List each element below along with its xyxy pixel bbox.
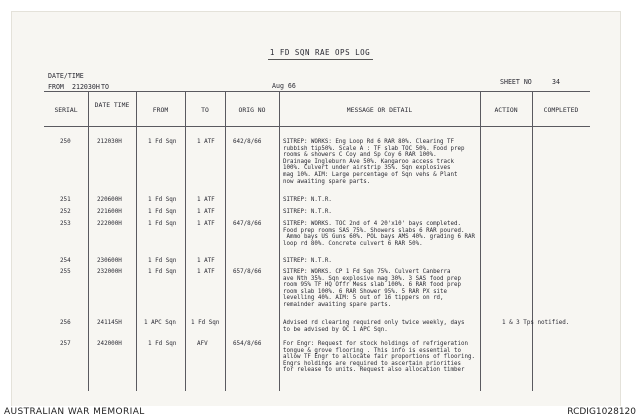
row-from: 1 Fd Sqn <box>148 197 177 203</box>
row-message: SITREP: N.T.R. <box>283 209 332 215</box>
column-header-action: ACTION <box>494 106 518 114</box>
row-from: 1 APC Sqn <box>144 320 176 326</box>
column-divider <box>225 91 226 391</box>
archive-reference: RCDIG1028120 <box>567 407 636 417</box>
column-divider <box>136 91 137 391</box>
row-date-time: 241145H <box>97 320 122 326</box>
from-label: FROM <box>48 83 64 91</box>
title-underline <box>268 59 373 60</box>
row-orig-no: 647/8/66 <box>233 221 262 227</box>
row-orig-no: 642/8/66 <box>233 139 262 145</box>
row-serial: 255 <box>60 269 71 275</box>
row-from: 1 Fd Sqn <box>148 209 177 215</box>
row-message: SITREP: WORKS: Eng Loop Rd 6 RAR 80%. Clearing TF rubbish tip50%. Scale A : TF slab TOC 50%. Food prep rooms & showers C Coy and Sp Coy 6 RAR 100%. Drainage Ingleburn Ave 50%. Kangaroo access track 100%. Culvert under airstrip 35%. Sqn explosives mag 10%. AIM: Large percentage of Sqn vehs & Plant now awaiting spare parts. <box>283 139 465 185</box>
row-serial: 253 <box>60 221 71 227</box>
column-divider <box>88 91 89 391</box>
date-time-label: DATE/TIME <box>48 72 84 80</box>
row-date-time: 212030H <box>97 139 122 145</box>
month-value: Aug 66 <box>272 82 296 90</box>
row-serial: 252 <box>60 209 71 215</box>
row-from: 1 Fd Sqn <box>148 221 177 227</box>
row-to: 1 ATF <box>197 209 215 215</box>
row-message: Advised rd clearing required only twice weekly, days to be advised by OC 1 APC Sqn. <box>283 320 465 333</box>
row-serial: 257 <box>60 341 71 347</box>
column-header-date-time: DATE TIME <box>94 101 130 109</box>
row-date-time: 222000H <box>97 221 122 227</box>
archive-name: AUSTRALIAN WAR MEMORIAL <box>4 407 145 417</box>
table-header-rule <box>44 126 590 127</box>
row-action: 1 & 3 Tps notified. <box>502 320 570 326</box>
sheet-number: 34 <box>552 78 560 86</box>
column-divider <box>279 91 280 391</box>
from-value: 212030H <box>72 83 100 91</box>
column-header-to: TO <box>201 106 209 114</box>
sheet-label: SHEET NO <box>500 78 532 86</box>
row-date-time: 230600H <box>97 258 122 264</box>
row-message: SITREP: WORKS. TOC 2nd of 4 20'x10' bays completed. Food prep rooms SAS 75%. Showers slabs 6 RAR poured. Ammo bays US Guns 60%. POL bays AMS 40%. grading 6 RAR loop rd 80%. Concrete culvert 6 RAR 50%. <box>283 221 475 247</box>
column-header-from: FROM <box>152 106 169 114</box>
row-message: SITREP: N.T.R. <box>283 258 332 264</box>
row-date-time: 232000H <box>97 269 122 275</box>
row-serial: 256 <box>60 320 71 326</box>
row-date-time: 220600H <box>97 197 122 203</box>
row-orig-no: 654/8/66 <box>233 341 262 347</box>
row-from: 1 Fd Sqn <box>148 258 177 264</box>
archive-footer <box>0 406 640 420</box>
row-serial: 254 <box>60 258 71 264</box>
to-label: TO <box>101 83 109 91</box>
row-from: 1 Fd Sqn <box>148 139 177 145</box>
column-header-orig-no: ORIG NO <box>238 106 266 114</box>
column-divider <box>532 91 533 391</box>
row-to: 1 Fd Sqn <box>191 320 220 326</box>
row-to: 1 ATF <box>197 221 215 227</box>
row-orig-no: 657/8/66 <box>233 269 262 275</box>
row-date-time: 242000H <box>97 341 122 347</box>
row-serial: 250 <box>60 139 71 145</box>
table-top-rule <box>44 91 590 92</box>
row-message: For Engr: Request for stock holdings of refrigeration tongue & grove flooring . This info is essential to allow TF Engr to allocate fair proportions of flooring. Engrs holdings are required to ascertain priorities for release to units. Request also allocation timber <box>283 341 475 374</box>
document-title: 1 FD SQN RAE OPS LOG <box>269 48 371 57</box>
row-from: 1 Fd Sqn <box>148 341 177 347</box>
row-to: 1 ATF <box>197 139 215 145</box>
row-to: 1 ATF <box>197 197 215 203</box>
column-header-message: MESSAGE OR DETAIL <box>346 106 413 114</box>
row-serial: 251 <box>60 197 71 203</box>
row-message: SITREP: WORKS. CP 1 Fd Sqn 75%. Culvert Canberra ave Nth 35%. Sqn explosive mag 30%. 3 SAS food prep room 95% TF HQ Offr Mess slab 100%. 6 RAR food prep room slab 100%. 6 RAR Shower 95%. 5 RAR PX site levelling 40%. AIM: 5 out of 16 tippers on rd, remainder awaiting spare parts. <box>283 269 461 308</box>
row-message: SITREP: N.T.R. <box>283 197 332 203</box>
row-to: 1 ATF <box>197 258 215 264</box>
column-header-serial: SERIAL <box>54 106 78 114</box>
row-from: 1 Fd Sqn <box>148 269 177 275</box>
row-to: 1 ATF <box>197 269 215 275</box>
column-header-completed: COMPLETED <box>543 106 579 114</box>
column-divider <box>185 91 186 391</box>
row-date-time: 221600H <box>97 209 122 215</box>
row-to: AFV <box>197 341 208 347</box>
